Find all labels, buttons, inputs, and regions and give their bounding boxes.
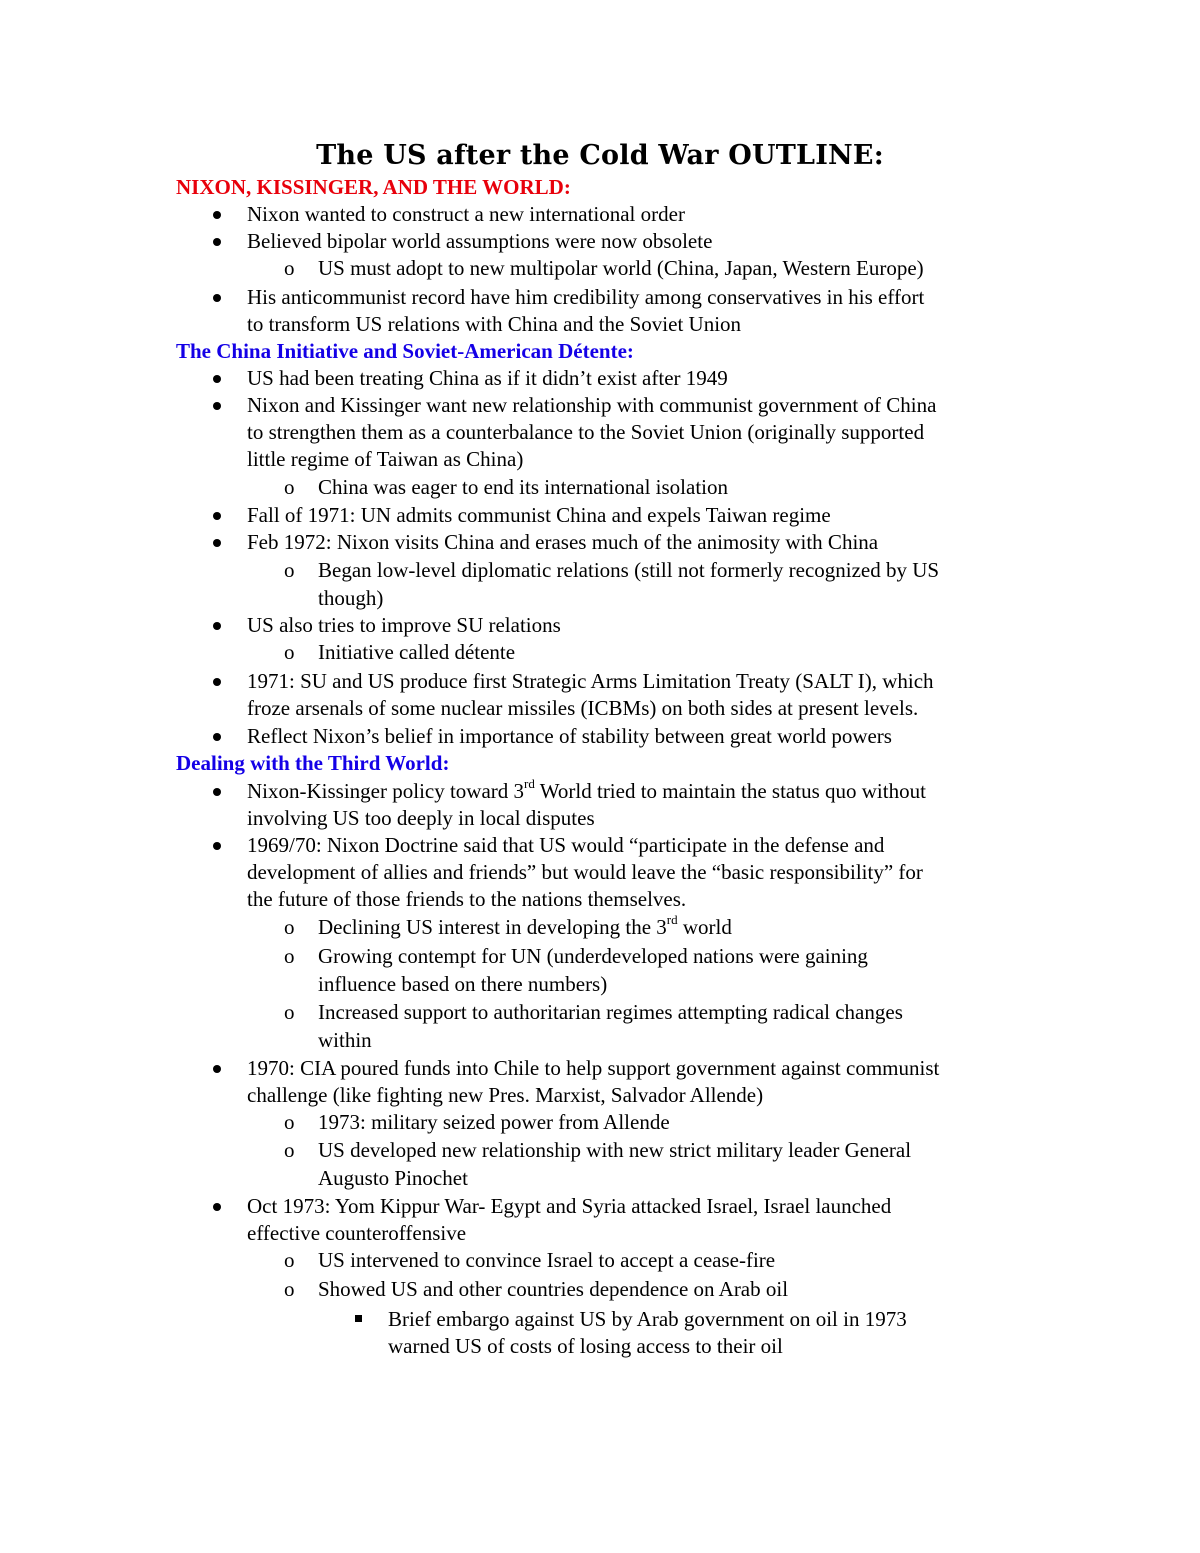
sub-bullet-marker: o: [284, 475, 295, 499]
list-item: [247, 778, 926, 805]
bullet-icon: [213, 512, 221, 520]
bullet-icon: [213, 238, 221, 246]
list-item-continuation: to strengthen them as a counterbalance to the Soviet Union (originally supported: [247, 420, 925, 444]
list-item-continuation: the future of those friends to the nations themselves.: [247, 887, 687, 911]
list-item-continuation: to transform US relations with China and the Soviet Union: [247, 312, 742, 336]
list-item: Nixon and Kissinger want new relationship with communist government of China: [247, 393, 937, 417]
list-item: 1969/70: Nixon Doctrine said that US would “participate in the defense and: [247, 833, 885, 857]
list-item-continuation: little regime of Taiwan as China): [247, 447, 524, 471]
list-item-continuation: effective counteroffensive: [247, 1221, 467, 1245]
list-item: Showed US and other countries dependence on Arab oil: [318, 1277, 789, 1301]
bullet-icon: [213, 622, 221, 630]
list-item-continuation: warned US of costs of losing access to their oil: [388, 1334, 783, 1358]
list-item-text: Nixon-Kissinger policy toward 3: [247, 779, 525, 803]
list-item: US must adopt to new multipolar world (China, Japan, Western Europe): [318, 256, 924, 280]
sub-bullet-marker: o: [284, 1248, 295, 1272]
sub-bullet-marker: o: [284, 558, 295, 582]
list-item: 1971: SU and US produce first Strategic Arms Limitation Treaty (SALT I), which: [247, 669, 934, 693]
sub-bullet-marker: o: [284, 944, 295, 968]
list-item: Fall of 1971: UN admits communist China and expels Taiwan regime: [247, 503, 831, 527]
list-item: Increased support to authoritarian regimes attempting radical changes: [318, 1000, 903, 1024]
section-heading-third-world: Dealing with the Third World:: [176, 751, 450, 775]
list-item: Reflect Nixon’s belief in importance of stability between great world powers: [247, 724, 892, 748]
section-heading-china-initiative: The China Initiative and Soviet-American Détente:: [176, 339, 634, 363]
list-item-continuation: Augusto Pinochet: [318, 1166, 468, 1190]
list-item: Believed bipolar world assumptions were now obsolete: [247, 229, 713, 253]
list-item: His anticommunist record have him credibility among conservatives in his effort: [247, 285, 925, 309]
list-item: Feb 1972: Nixon visits China and erases much of the animosity with China: [247, 530, 879, 554]
list-item-continuation: influence based on there numbers): [318, 972, 608, 996]
list-item: 1970: CIA poured funds into Chile to help support government against communist: [247, 1056, 940, 1080]
superscript: rd: [524, 776, 535, 791]
list-item: US had been treating China as if it didn’t exist after 1949: [247, 366, 728, 390]
list-item: US also tries to improve SU relations: [247, 613, 561, 637]
list-item: Oct 1973: Yom Kippur War- Egypt and Syria attacked Israel, Israel launched: [247, 1194, 892, 1218]
page-title: The US after the Cold War OUTLINE:: [316, 140, 884, 171]
sub-bullet-marker: o: [284, 640, 295, 664]
bullet-icon: [213, 678, 221, 686]
list-item-continuation: though): [318, 586, 384, 610]
list-item: 1973: military seized power from Allende: [318, 1110, 670, 1134]
list-item-text: Declining US interest in developing the 3: [318, 915, 667, 939]
list-item: Growing contempt for UN (underdeveloped nations were gaining: [318, 944, 868, 968]
list-item: Brief embargo against US by Arab government on oil in 1973: [388, 1307, 907, 1331]
bullet-icon: [213, 375, 221, 383]
list-item: Nixon wanted to construct a new international order: [247, 202, 685, 226]
list-item: [318, 914, 732, 941]
bullet-icon: [213, 211, 221, 219]
sub-bullet-marker: o: [284, 1000, 295, 1024]
bullet-icon: [213, 842, 221, 850]
list-item: US developed new relationship with new strict military leader General: [318, 1138, 912, 1162]
section-heading-nixon-kissinger: NIXON, KISSINGER, AND THE WORLD:: [176, 175, 571, 199]
list-item-continuation: involving US too deeply in local disputes: [247, 806, 595, 830]
superscript: rd: [666, 912, 678, 927]
bullet-icon: [213, 1203, 221, 1211]
sub-bullet-marker: o: [284, 256, 295, 280]
bullet-icon: [213, 294, 221, 302]
bullet-icon: [213, 539, 221, 547]
bullet-icon: [213, 788, 221, 796]
list-item: US intervened to convince Israel to accept a cease-fire: [318, 1248, 776, 1272]
list-item-continuation: within: [318, 1028, 372, 1052]
sub-bullet-marker: o: [284, 1277, 295, 1301]
sub-bullet-marker: o: [284, 1138, 295, 1162]
square-bullet-icon: [355, 1315, 362, 1322]
bullet-icon: [213, 733, 221, 741]
list-item: China was eager to end its international isolation: [318, 475, 728, 499]
list-item-continuation: development of allies and friends” but would leave the “basic responsibility” for: [247, 860, 923, 884]
list-item-text: world: [677, 915, 732, 939]
list-item: Initiative called détente: [318, 640, 516, 664]
list-item: Began low-level diplomatic relations (still not formerly recognized by US: [318, 558, 940, 582]
list-item-continuation: froze arsenals of some nuclear missiles (ICBMs) on both sides at present levels.: [247, 696, 919, 720]
bullet-icon: [213, 402, 221, 410]
sub-bullet-marker: o: [284, 1110, 295, 1134]
bullet-icon: [213, 1065, 221, 1073]
list-item-continuation: challenge (like fighting new Pres. Marxist, Salvador Allende): [247, 1083, 764, 1107]
sub-bullet-marker: o: [284, 915, 295, 939]
list-item-text: World tried to maintain the status quo without: [534, 779, 926, 803]
